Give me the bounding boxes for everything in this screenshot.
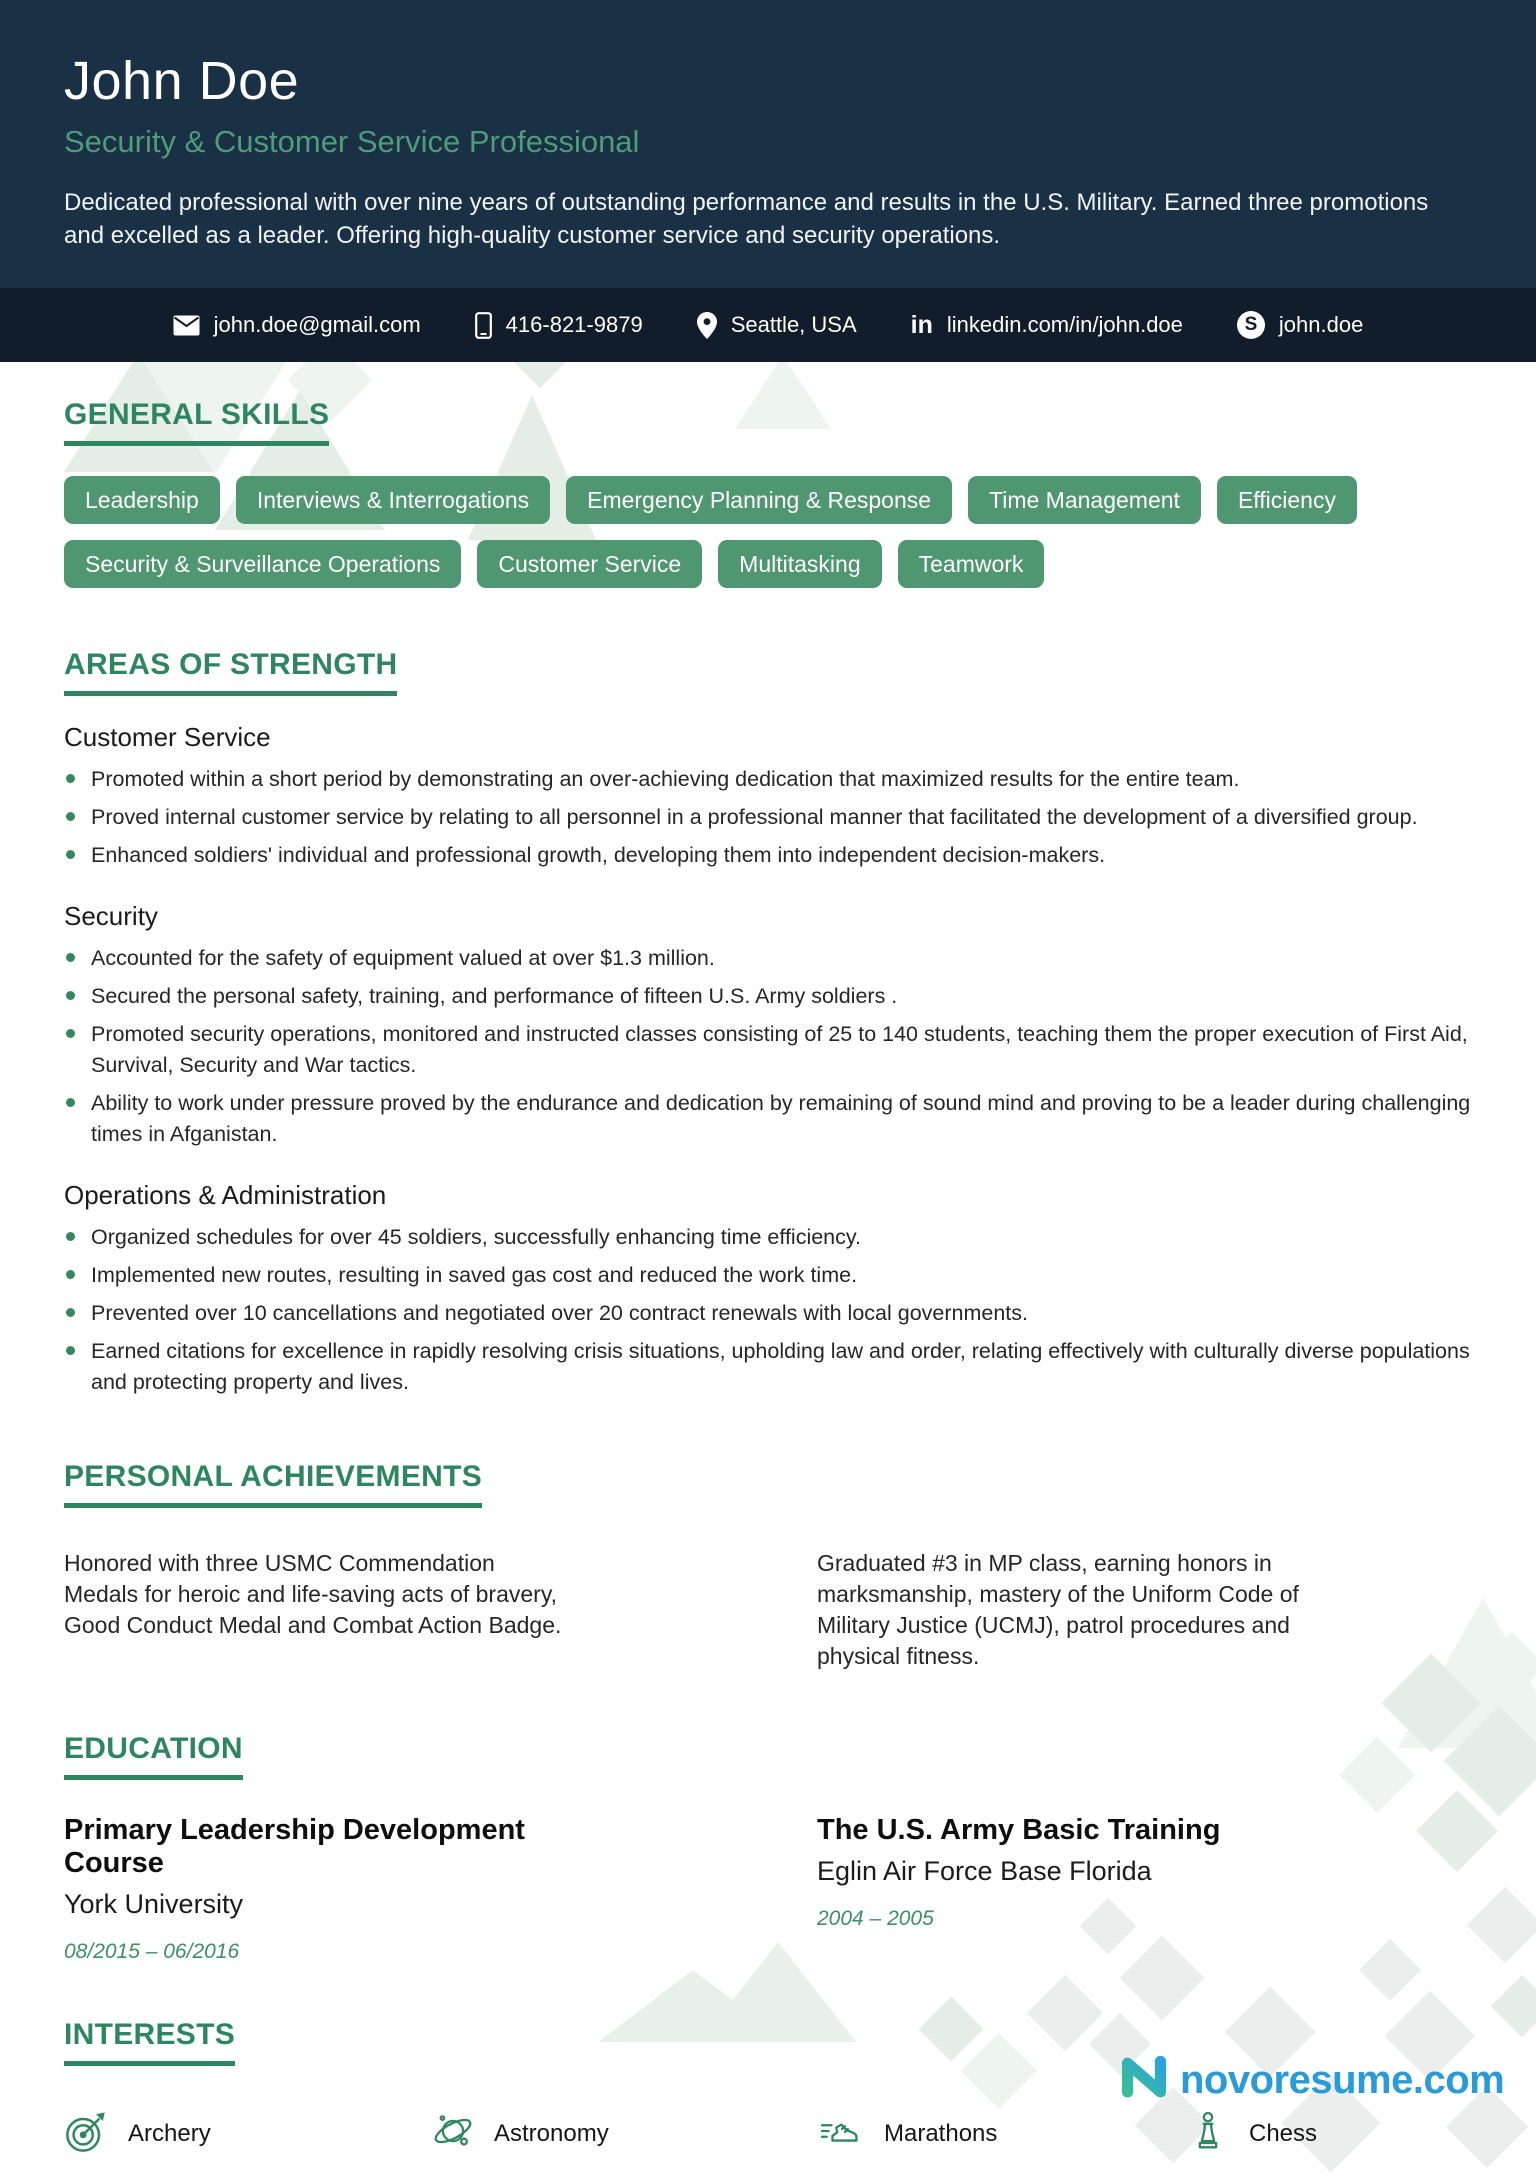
strength-group-title: Operations & Administration: [64, 1180, 387, 1210]
general-skills-heading: GENERAL SKILLS: [64, 398, 329, 446]
interest-item: [64, 2108, 430, 2159]
skill-tag: Interviews & Interrogations: [236, 476, 550, 524]
interest-item: [430, 2108, 820, 2159]
education-school: Eglin Air Force Base Florida: [817, 1856, 1152, 1886]
marathons-icon: [820, 2108, 866, 2159]
interest-label: Astronomy: [494, 2119, 609, 2147]
bullet-item: Implemented new routes, resulting in saved gas cost and reduced the work time.: [64, 1260, 1472, 1291]
interests-list: [64, 2108, 1472, 2159]
candidate-name: John Doe: [64, 51, 300, 111]
skill-tag: Multitasking: [718, 540, 881, 588]
bullet-item: Enhanced soldiers' individual and professional growth, developing them into independent decision-makers.: [64, 840, 1472, 871]
education-heading: EDUCATION: [64, 1732, 243, 1780]
archery-icon: [64, 2108, 110, 2159]
education-dates: 2004 – 2005: [817, 1907, 934, 1930]
contact-location-text: Seattle, USA: [730, 312, 857, 337]
contact-location[interactable]: [697, 312, 857, 339]
education-entry: [817, 1814, 1322, 1964]
novoresume-brand-text: novoresume.com: [1180, 2058, 1505, 2102]
bullet-item: Prevented over 10 cancellations and negotiated over 20 contract renewals with local governments.: [64, 1298, 1472, 1329]
contact-skype[interactable]: [1237, 311, 1363, 339]
astronomy-icon: [430, 2108, 476, 2159]
skill-tag: Leadership: [64, 476, 220, 524]
education-degree: The U.S. Army Basic Training: [817, 1814, 1221, 1846]
strength-group-bullets: [64, 764, 1472, 871]
strength-group-bullets: [64, 943, 1472, 1150]
location-icon: [697, 312, 717, 339]
contact-skype-text: john.doe: [1278, 312, 1364, 337]
personal-achievements-heading: PERSONAL ACHIEVEMENTS: [64, 1460, 482, 1508]
interest-item: [820, 2108, 1185, 2159]
bullet-item: Promoted within a short period by demonstrating an over-achieving dedication that maximized results for the entire team.: [64, 764, 1472, 795]
skill-tag: Efficiency: [1217, 476, 1357, 524]
bullet-item: Proved internal customer service by relating to all personnel in a professional manner that facilitated the development of a diversified group.: [64, 802, 1472, 833]
bullet-item: Promoted security operations, monitored and instructed classes consisting of 25 to 140 students, teaching them the proper execution of First Aid, Survival, Security and War tactics.: [64, 1019, 1472, 1081]
skill-tag: Customer Service: [477, 540, 702, 588]
novoresume-logo-icon: [1118, 2052, 1170, 2109]
achievement-text: Honored with three USMC Commendation Medals for heroic and life-saving acts of bravery, Good Conduct Medal and Combat Action Badge.: [64, 1550, 562, 1638]
resume-header: [0, 0, 1536, 288]
interest-label: Chess: [1249, 2119, 1318, 2147]
strength-group-title: Security: [64, 901, 158, 931]
email-icon: [173, 315, 200, 336]
contact-phone-text: 416-821-9879: [505, 312, 643, 337]
education-entries: [64, 1814, 1472, 1964]
bullet-item: Secured the personal safety, training, and performance of fifteen U.S. Army soldiers .: [64, 981, 1472, 1012]
interest-item: [1185, 2108, 1317, 2159]
novoresume-brand[interactable]: [1118, 2052, 1504, 2109]
areas-of-strength-heading: AREAS OF STRENGTH: [64, 648, 397, 696]
interests-heading: INTERESTS: [64, 2018, 235, 2066]
bullet-item: Organized schedules for over 45 soldiers, successfully enhancing time efficiency.: [64, 1222, 1472, 1253]
contact-email-text: john.doe@gmail.com: [213, 312, 421, 337]
bullet-item: Earned citations for excellence in rapidly resolving crisis situations, upholding law and order, relating effectively with culturally diverse populations and protecting property and lives.: [64, 1336, 1472, 1398]
skill-tag: Security & Surveillance Operations: [64, 540, 461, 588]
candidate-title: Security & Customer Service Professional: [64, 124, 640, 159]
bullet-item: Accounted for the safety of equipment valued at over $1.3 million.: [64, 943, 1472, 974]
linkedin-icon: in: [910, 310, 933, 339]
skill-tags: [64, 476, 1472, 588]
skill-tag: Time Management: [968, 476, 1201, 524]
achievements-columns: [64, 1548, 1472, 1672]
candidate-summary: Dedicated professional with over nine years of outstanding performance and results in the U.S. Military. Earned three promotions and excelled as a leader. Offering high-quality customer service and security operations.: [64, 189, 1429, 249]
education-degree: Primary Leadership Development Course: [64, 1814, 525, 1879]
education-entry: [64, 1814, 569, 1964]
education-dates: 08/2015 – 06/2016: [64, 1940, 240, 1963]
bullet-item: Ability to work under pressure proved by the endurance and dedication by remaining of sound mind and proving to be a leader during challenging times in Afganistan.: [64, 1088, 1472, 1150]
resume-body: [0, 398, 1536, 2159]
skill-tags-row-1: [64, 476, 1472, 524]
strength-group-title: Customer Service: [64, 722, 271, 752]
skill-tags-row-2: [64, 540, 1472, 588]
contact-linkedin[interactable]: [911, 312, 1183, 338]
interest-label: Archery: [128, 2119, 211, 2147]
achievement-text: Graduated #3 in MP class, earning honors in marksmanship, mastery of the Uniform Code of Military Justice (UCMJ), patrol procedures and physical fitness.: [817, 1550, 1299, 1669]
chess-icon: [1185, 2108, 1231, 2159]
skill-tag: Emergency Planning & Response: [566, 476, 952, 524]
skill-tag: Teamwork: [898, 540, 1045, 588]
contact-linkedin-text: linkedin.com/in/john.doe: [946, 312, 1183, 337]
phone-icon: [475, 312, 492, 339]
education-school: York University: [64, 1889, 244, 1919]
contact-bar: [0, 288, 1536, 362]
interest-label: Marathons: [884, 2119, 998, 2147]
strength-group-bullets: [64, 1222, 1472, 1398]
skype-icon: S: [1237, 311, 1265, 339]
contact-phone[interactable]: [475, 312, 643, 339]
contact-email[interactable]: [173, 312, 421, 338]
